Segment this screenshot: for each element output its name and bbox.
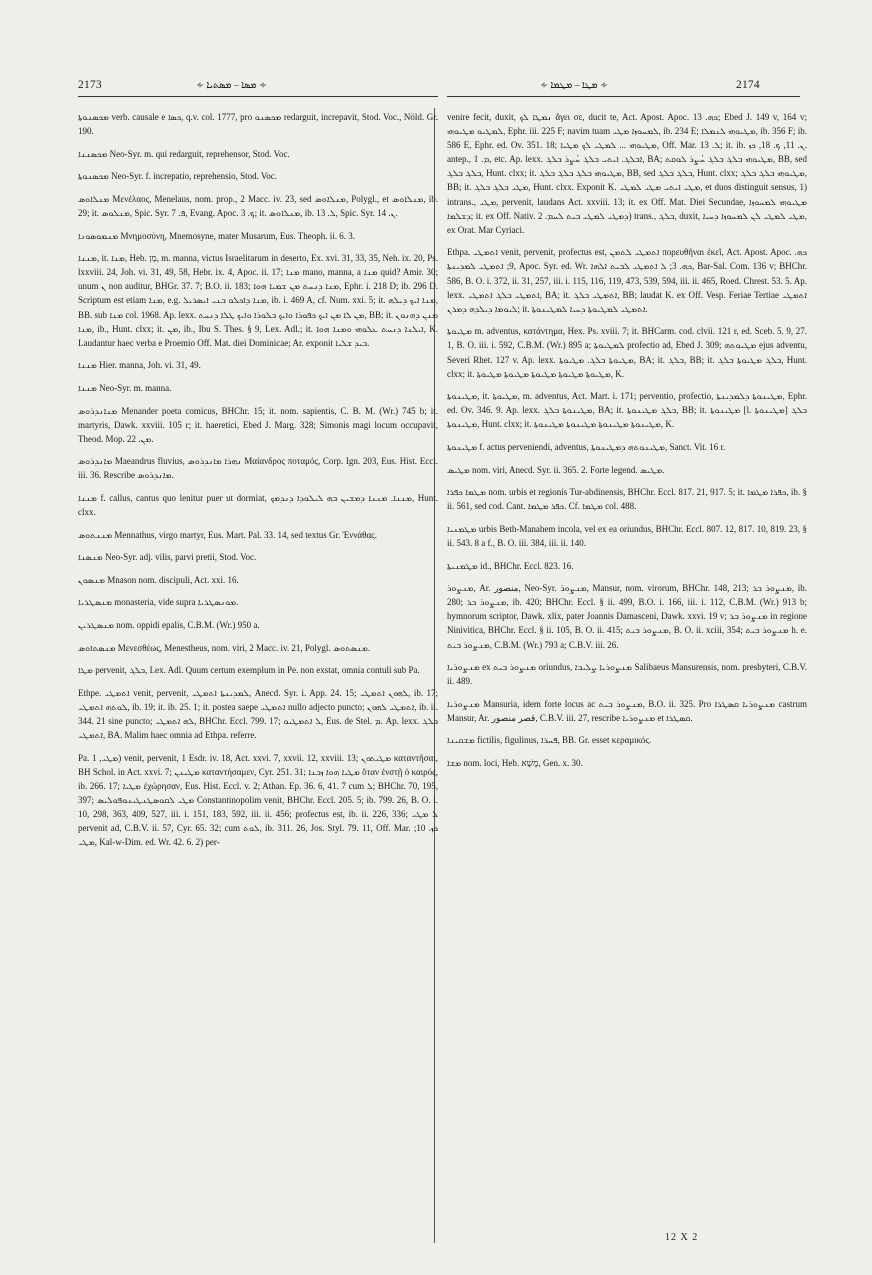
entry: ܡܛܐ pervenit, ܒܠܓ, Lex. Adl. Quum certum exemplum in Pe. non exstat, omnia contuli sub Pa. <box>78 665 420 676</box>
entry: ܡܛܡܢܝܐ urbis Beth-Manahem incola, vel ex ea oriundus, BHChr. Eccl. 807. 12, 817. 10, 819. 23, § ii. 543. 8 a f., B. O. iii. 384, iii. ii. 140. <box>447 523 807 548</box>
entry: ܡܢܡܘܣܘܢܐ Μνημοσύνη, Mnemosyne, mater Musarum, Eus. Theoph. ii. 6. 3. <box>78 230 355 241</box>
entry: ܡܢܨܘܪܝܐ Mansuria, idem forte locus ac ܡܢܨܘܪ ܒܝܬ, B.O. ii. 325. Pro ܡܢܨܘܪܝܐ ܩܣܛܪܐ castrum Mansur, Ar. قصر منصور, C.B.V. iii. 27, rescribe ܡܢܨܘܪܝܐ et ܩܣܛܪܐ. <box>447 698 807 723</box>
entry: ܡܫܩܝܢܐ fictilis, figulinus, ܦܚܪܐ, BB. Gr. esset κεραμικός. <box>447 735 652 746</box>
entry: ܡܢܨܘܪ, Ar. منصور, Neo-Syr. ܡܢܨܘܪ, Mansur, nom. virorum, BHChr. 148, 213; ܡܢܨܘܪ ܒܪ, ib. 280; ܡܢܨܘܪ ܒܪ, ib. 420; BHChr. Eccl. § ii. 499, B.O. i. 166, iii. i. 112, C.B.M. (Wr.) 913 b; hymnorum scriptor, Dawk. xlix, pater Joannis Damasceni, Dawk. xxvi. 19 v; ܡܢܨܘܪ ܒܪ in regione Ninivitica, BHChr. Eccl. § ii. 105, B. O. ii. 415; ܡܢܨܘܪ ܒܝܬ, B. O. ii. xciii, 354; ܡܢܨܘܪ ܒܝܬ h. e. ܡܢܨܘܪ ܒܝܬ, C.B.M. (Wr.) 793 a; C.B.V. iii. 26. <box>447 583 807 650</box>
entry: ܡܛܡܢܝܬܐ id., BHChr. Eccl. 823. 16. <box>447 560 574 571</box>
entry: ܡܫܐ nom. loci, Heb. מֶשָׁא, Gen. x. 30. <box>447 758 583 769</box>
right-column <box>447 110 807 779</box>
entry: ܡܢܢܐ Hier. manna, Joh. vi. 31, 49. <box>78 360 201 371</box>
entry: ܡܛܝܢܘܬܐ f. actus perveniendi, adventus, ܡܛܝܢܘܬܗ ܕܡܛܝܢܘܬܐ, Sanct. Vit. 16 r. <box>447 441 726 452</box>
entry: ܡܢܢܐ, it. ܡܢܐ, Heb. מָן, m. manna, victus Israelitarum in deserto, Ex. xvi. 31, 33, 35, Neh. ix. 20, Ps. lxxviii. 24, Joh. vi. 31, 49, 58, Hebr. ix. 4, Apoc. ii. 17; ܡܢܐ mano, manna, a ܡܢܐ quid? Amir. 30; unum ܢ non auditur, BHGr. 37. 7; B.O. ii. 183; ܡܢܐ ܕܢܚܬ ܡܢ ܫܡܝܐ ܗܘܐ, Ephr. i. 218 D; ib. 296 D. Scriptum est etiam ܡܢܐ, e.g. ܡܢܐ ܕܐܟܠܘ ܒܢܝ ܐܝܣܪܝܠ, ib. i. 469 A, cf. Num. xxi. 5; it. ܡܢܐ ܐܝܟ ܕܝܠܗ, BB. sub ܡܢܐ col. 1968. Ap. lexx. ܡܢ ܠܐ ܡܢ ܐܝܟ ܟܦܘܪܐ ܘܐܝܟ ܒܠܘܪܐ ܘܐܝܟ ܛܠܐ ܕܢܚܬ, BB; it. ܡܢܢ ܕܗܢܘܢ ܡܢܐ, ib., Hunt. clxx; it. ܡܢ, ib., Ibu S. Thes. § 9, Lex. Adl.; it. ܐܝܠܢܐ ܕܢܚܬ ܥܠܘܗܝ ܘܡܢܐ ܗܘܐ, K. Laudantur haec verba e Proemio Off. Mat. diei Dominicae; Ar. exponit ܒܝܕ ܫܠܝܐ. <box>78 253 439 348</box>
entry: ܡܛܝܘܬܐ m. adventus, κατάντημα, Hex. Ps. xviii. 7; it. BHCarm. cod. clvii. 121 r, ed. Sceb. 5. 9, 27. 1, B. O. iii. i. 592, C.B.M. (Wr.) 895 a; ܠܡܛܝܘܬܐ profectio ad, Ebed J. 309; ܡܛܝܘܬܗ ejus adventu, Severi Rhet. 127 v. Ap. lexx. ܡܛܝܘܬܐ ܒܠܓ. ܡܛܝܘܬܐ, BA; it. ܒܠܓ, BB; it. ܒܠܓ ܡܛܝܘܬܐ ܒܠܓ, Hunt. clxx; it. ܡܛܝܘܬܐ ܡܛܝܘܬܐ ܡܛܝܘܬܐ ܡܛܝܘܬܐ ܡܛܝܘܬܐ, K. <box>447 326 807 379</box>
entry: venire fecit, duxit, ܢܡܛܐ ܠܟ ἄγει σε, ducit te, Act. Apost. Apoc. ܟܗ. 13; Ebed J. 149 v, 164 v; ܠܡܛܝܘ ܡܛܝܘܗܝ, Ephr. iii. 225 F; navim tuam ܠܡܚܘܙܐ ܡܛܝ, ib. 234 E; ܡܛܝܘܗܝ ܠܢܡܠܐ, ib. 356 F; ib. 586 E, Ephr. ed. Ov. 351. 18; ܡܛܝܘܗܝ ... ܠܡܛܝ ܠܟ ܡܛܝܐ, Off. Mar. ܠ. 13; it. ib. ܢ. 11, ܟ. 18, ܟܙ. antep., ܡ. 1, etc. Ap. lexx. ܐܒܠܓ. ܐܝܬܝ ܒܠܓ ܚܳܨܪ ܒܠܓ, BA; ܡܛܝܘܗܝ ܒܠܓ ܒܠܓ ܚܳܨܪ ܠܘܩܬ, BB, sed ܒܠܓ ܒܠܓ, Hunt. clxx; it. ܡܛܝܘܗܝ ܒܠܓ ܒܠܓ ܒܠܓ, BB, sed ܒܠܓ ܒܠܓ, Hunt. clxx; ܡܛܝܘܗܝ ܒܠܓ ܒܠܓ, BB; it. ܡܛܝ ܒܠܓ ܒܠܓ, Hunt. clxx. Exponit K. ܡܛܝ ܐܝܬܝ ܡܛܝ ܠܡܛܝ, et duos distinguit sensus, 1) intrans., ܡܛܝ, pervenit, laudans Act. xxviii. 13; it. ex Off. Mat. Diei Secundae, ܡܛܝܘܗܝ ܠܡܚܘܙܐ ܕܫܠܡܐ; it. ex Off. Nativ. ܕܡܛܝ ܠܡܛܝ ܒܝܬ ܠܚܡ. 2) trans., ܒܠܓ, duxit, ܡܛܝ ܠܡܛܝ ܠܢ ܠܡܚܘܙܐ ܕܚܝܐ, ex Orat. Mar Cyriaci. <box>447 112 808 235</box>
entry: Pa. ܡܛܝ, 1) venit, pervenit, 1 Esdr. iv. 18, Act. xxvi. 7, xxvii. 12, xxviii. 13; ܡܛܝܬܘܢ καταντῆσαι, BH Schol. in Act. xxvi. 7; ܡܛܝܢܢ καταντήσαμεν, Cyr. 251. 31; ܡܛܝܐ ܗܘܐ ܙܒܢܐ ὅταν ἐνστῇ ὁ καιρός, ib. 266. 17; ܡܛܝܐ ἐχώρησαν, Eus. Hist. Eccl. v. 2; Athan. Ep. 36. 6, 41. 7 cum ܠ; BHChr. 70, 195, 397; ܡܛܝ ܠܩܘܣܛܢܛܝܢܘܦܘܠܝܣ Constantinopolim venit, BHChr. Eccl. 205. 5; ib. 799. 26, B. O. i. 10, 298, 363, 409, 527, iii. i. 151, 183, 592, iii. ii. 456; profectus est, ib. ii. 226, 336; ܠ ܡܛܝ pervenit ad, C.B.V. ii. 57, Cyr. 65. 32; cum ܠܘܬ, ib. 311. 26, Jos. Styl. 79. 11, Off. Mar. ܟܙ. 10; ܡܛܝ, Kal-w-Dim. ed. Wr. 42. 6. 2) per- <box>78 752 438 848</box>
header-rule-left <box>78 96 438 97</box>
left-page-number: 2173 <box>78 79 102 91</box>
left-running-head: ∻ ܡܣܐ – ܡܣܬܝܐ ∻ <box>196 81 267 91</box>
entry: ܡܢܠܐܘܣ Μενέλαος, Menelaus, nom. prop., 2 Macc. iv. 23, sed ܡܢܠܐܘܣ, Polygl., et ܡܢܠܐܘܣ, ib. 29; it. ܡܢܠܘܣ, Spic. Syr. ܦ. 7, Evang. Apoc. ܟ. 3; it. ܡܢܠܐܘܣ, ib. ܠ. 13, Spic. Syr. ܢ. 14. <box>78 193 438 218</box>
entry: ܡܢܣܬܐܘܣ Μενεσθέως, Menestheus, nom. viri, 2 Macc. iv. 21, Polygl. ܡܢܣܬܘܣ. <box>78 642 371 653</box>
right-running-head: ∻ ܡܛܐ – ܡܛܡܐ ∻ <box>540 81 608 91</box>
entry: ܡܢܣܛܪܝܐ monasteria, vide supra ܡܘܢܣܛܪܝܐ. <box>78 597 239 608</box>
entry: Ethpa. ܐܬܡܛܝ venit, pervenit, profectus est, ܐܬܡܛܝ ܠܬܡܢ πορευθῆναι ἐκεῖ, Act. Apost. Apoc. ܟܗ. 9; ܐܬܡܛܝ ܠܡܕܝܢܬܐ, Apoc. Syr. ed. Wr. ܟܗ. 3; ܠ ܐܬܡܛܝ ܠܒܝܬ ܐܠܗܐ, Bar-Sal. Com. 136 v; BHChr. 586, B. O. i. 372, ii. 31, 257, iii. i. 115, 116, 119, 473, 539, 594, iii. ii. 465, Roed. Chrest. 53. 5. Ap. lexx. ܐܬܡܛܝ ܒܠܓ ܐܬܡܛܝ, BA; it. ܐܬܡܛܝ ܒܠܓ, BB; laudat K. ex Off. Vesp. Feriae Tertiae ܐܬܡܛܝ ܠܝܘܡܐ ܕܝܠܕܗ ܕܡܪܢ; it. ܐܬܡܛܝ ܠܡܛܝܘܬܐ ܕܚܝܐ ܠܡܛܝܢܘܬܐ. <box>447 247 808 314</box>
entry: ܡܢܨܘܪܝܐ ex ܡܢܨܘܪ ܒܝܬ oriundus, ܡܢܨܘܪܝܐ ܨܠܝܒܐ Salibaeus Mansurensis, nom. presbyteri, C.B.V. ii. 489. <box>447 662 808 687</box>
entry: ܡܢܢܬܘܣ Mennathus, virgo martyr, Eus. Mart. Pal. 33. 14, sed textus Gr. Ἐννάθας. <box>78 529 377 540</box>
entry: ܡܐܢܕܪܘܣ Maeandrus fluvius, ܢܗܪܐ ܡܐܢܕܪܘܣ Μαίανδρος ποταμός, Corp. Ign. 203, Eus. Hist. Eccl. iii. 36. Rescribe ܡܐܢܕܪܘܣ. <box>78 456 438 481</box>
entry: ܡܢܣܛܪܝܢ nom. oppidi epalis, C.B.M. (Wr.) 950 a. <box>78 620 260 631</box>
entry: ܡܛܝܣ nom. viri, Anecd. Syr. ii. 365. 2. Forte legend. ܡܛܝܣ. <box>447 464 665 475</box>
entry: ܡܢܢܐ f. callus, cantus quo lenitur puer ut dormiat, ܡܢܢܐ. ܡܢܢܐ ܕܡܫܝܢ ܒܗ ܠܝܠܘܕܐ ܕܢܕܡܟ, Hunt. clxx. <box>78 492 439 518</box>
entry: ܡܛܡܐ ܟܦܪܐ nom. urbis et regionis Tur-abdinensis, BHChr. Eccl. 817. 21, 917. 5; it. ܟܦܪܐ ܡܛܡܐ, ib. § ii. 561, sed cod. Cant. ܟܦܪ ܡܛܡܐ. Cf. ܡܛܡܐ col. 488. <box>447 487 807 512</box>
entry: ܡܟܣܢܢܐ Neo-Syr. m. qui redarguit, reprehensor, Stod. Voc. <box>78 148 290 159</box>
right-page-number: 2174 <box>736 79 760 91</box>
entry: ܡܢܣܢܐ Neo-Syr. adj. vilis, parvi pretii, Stod. Voc. <box>78 552 257 563</box>
left-column <box>78 110 438 858</box>
entry: Ethpe. ܐܬܡܛܝ venit, pervenit, ܠܡܕܝܢܬܐ ܐܬܡܛܝ, Anecd. Syr. i. App. 24. 15; ܠܗܘܢ ܐܬܡܛܝ, ib. 17; ܠܘܬܗ ܐܬܡܛܝ, ib. 19; it. ib. 25. 1; it. postea saepe ܐܬܡܛܝ nullo adjecto puncto; ܐܬܡܛܝ ܠܗܘܢ, ib. ii. 344. 21 sine puncto; ܠܗ ܐܬܡܛܝ, BHChr. Eccl. 799. 17; ܠ ܐܬܡܛܝܘ, Eus. de Stel. ܡ. Ap. lexx. ܒܠܓ ܐܬܡܛܝ, BA. Malim haec omnia ad Ethpa. referre. <box>78 687 439 741</box>
entry: ܡܟܣܢܘܬܐ Neo-Syr. f. increpatio, reprehensio, Stod. Voc. <box>78 171 278 182</box>
entry: ܡܢܢܐ Neo-Syr. m. manna. <box>78 382 172 393</box>
entry: ܡܛܝܢܘܬܐ, it. ܡܛܝܘܬܐ, m. adventus, Act. Mart. i. 171; perventio, profectio, ܡܛܝܢܘܬܐ ܕܠܡܕܝܢܬܐ, Ephr. ed. Ov. 346. 9. Ap. lexx. ܡܛܝܢܘܬܐ ܒܠܓ, BA; it. ܒܠܓ ܡܛܝܢܘܬܐ, BB; it. ܡܛܝܢܘܬܐ [l. ܡܛܝܢܘܬܐ] ܒܠܓ ܡܛܝܢܘܬܐ, Hunt. clxx; it. ܡܛܝܢܘܬܐ ܡܛܝܢܘܬܐ ܡܛܝܢܘܬܐ ܡܛܝܢܘܬܐ, K. <box>447 391 807 430</box>
entry: ܡܢܐܢܕܪܘܣ Menander poeta comicus, BHChr. 15; it. nom. sapientis, C. B. M. (Wr.) 745 b; it. martyris, Dawk. xxviii. 105 r; it. haeretici, Ebed J. Marg. 328; Simonis magi locum occupavit, Theod. Mop. ܡܢ. 22. <box>78 405 438 444</box>
entry: ܡܢܣܘܢ Mnason nom. discipuli, Act. xxi. 16. <box>78 574 239 585</box>
signature-mark: 12 X 2 <box>665 1232 699 1243</box>
entry: ܡܟܣܢܘܬܐ verb. causale e ܟܣܐ, q.v. col. 1777, pro ܡܟܣܢܘ redarguit, increpavit, Stod. Voc., Nöld. Gr. 190. <box>78 112 438 137</box>
header-rule-right <box>447 96 800 97</box>
